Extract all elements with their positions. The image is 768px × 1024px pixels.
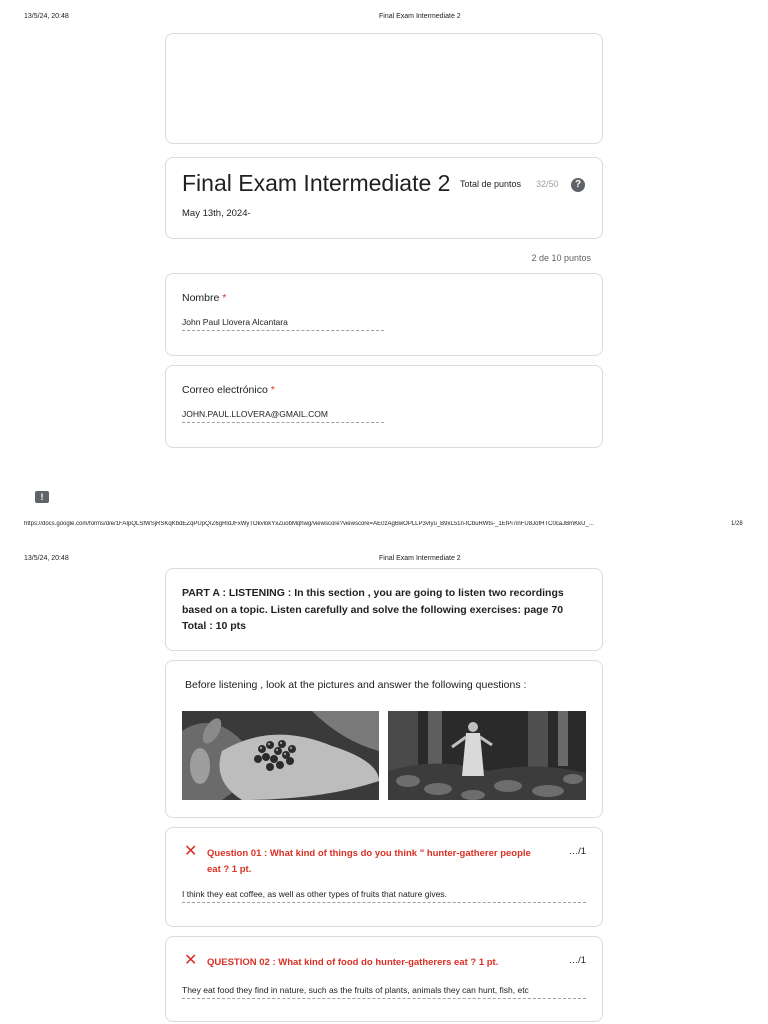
email-question-card [165, 365, 603, 448]
form-title-card [165, 157, 603, 239]
name-question-card [165, 273, 603, 356]
help-icon[interactable]: ? [571, 178, 585, 192]
required-asterisk: * [270, 384, 275, 396]
feedback-icon[interactable]: ! [35, 491, 49, 503]
name-label-text: Nombre [182, 292, 220, 304]
question-score: …/1 [568, 955, 586, 966]
email-answer: JOHN.PAUL.LLOVERA@GMAIL.COM [182, 409, 384, 423]
print-page-number: 1/28 [731, 521, 743, 527]
question-line: QUESTION 02 : What kind of food do hunter-gatherers eat ? 1 pt. [207, 957, 499, 968]
question-card [165, 827, 603, 927]
part-a-section-card [165, 568, 603, 651]
email-label-text: Correo electrónico [182, 384, 268, 396]
name-answer: John Paul Llovera Alcantara [182, 317, 384, 331]
question-answer: They eat food they find in nature, such as the fruits of plants, animals they can hunt, fish, etc [182, 985, 586, 999]
forest-image [388, 711, 586, 800]
pictures-instruction: Before listening , look at the pictures and answer the following questions : [185, 679, 527, 691]
question-line: eat ? 1 pt. [207, 864, 252, 875]
total-points-value: 32/50 [536, 179, 559, 189]
required-asterisk: * [222, 292, 227, 304]
question-text [207, 955, 547, 971]
print-url: https://docs.google.com/forms/d/e/1FAIpQLSfWSjRSKqKbdEZqPUpQrZ6gRldJFxWyTOkvlokYxZuobMqhwg/viewscore?viewscore=AE0zAgBwOPLLP3vIyu_B9xL51n-tCbuRWts-_1EfPi7inFU8JofHTC0caJBmKkU_... [24, 521, 594, 527]
part-a-description [182, 585, 582, 635]
coffee-beans-image [182, 711, 379, 800]
form-description: May 13th, 2024- [182, 208, 251, 219]
question-answer: I think they eat coffee, as well as other types of fruits that nature gives. [182, 889, 586, 903]
print-title: Final Exam Intermediate 2 [379, 13, 461, 20]
coffee-beans-photo [182, 711, 379, 800]
form-title: Final Exam Intermediate 2 [182, 170, 451, 196]
email-label [182, 384, 275, 396]
close-icon: ✕ [184, 952, 198, 969]
part-a-line: based on a topic. Listen carefully and solve the following exercises: page 70 [182, 603, 564, 616]
question-card [165, 936, 603, 1022]
close-icon: ✕ [184, 843, 198, 860]
pictures-card [165, 660, 603, 818]
name-label [182, 292, 226, 304]
part-a-line: PART A : LISTENING : In this section , you are going to listen two recordings [182, 587, 564, 599]
forest-person-photo [388, 711, 586, 800]
print-title: Final Exam Intermediate 2 [379, 555, 461, 562]
total-points-label: Total de puntos [460, 179, 522, 189]
part-a-total: Total : 10 pts [182, 620, 246, 632]
print-datetime: 13/5/24, 20:48 [24, 13, 69, 20]
question-score: …/1 [568, 846, 586, 857]
question-line: Question 01 : What kind of things do you think " hunter-gatherer people [207, 848, 531, 859]
question-text [207, 846, 547, 878]
print-datetime: 13/5/24, 20:48 [24, 555, 69, 562]
header-banner-card [165, 33, 603, 144]
section-points: 2 de 10 puntos [531, 253, 591, 263]
